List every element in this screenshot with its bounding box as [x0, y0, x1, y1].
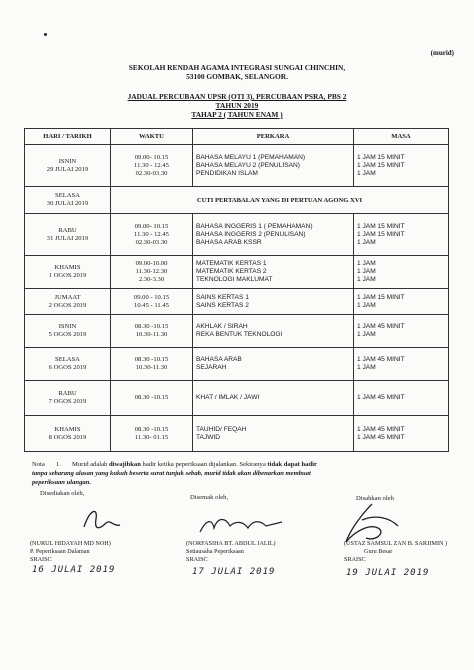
table-row: [25, 145, 449, 187]
duration: 1 JAM 45 MINIT: [357, 356, 405, 363]
subject: AKHLAK / SIRAH: [196, 323, 248, 330]
signature-prepared: [70, 505, 130, 535]
school-address: 53100 GOMBAK, SELANGOR.: [186, 72, 288, 81]
note-line-2: tanpa sebarang alasan yang kukuh beserta surat tunjuk sebab, murid tidak akan dibenarkan membuat: [32, 470, 311, 477]
table-row: [25, 381, 449, 416]
approved-block: [344, 540, 472, 564]
table-row: [25, 214, 449, 256]
time-slot: 11.30- 01.15: [134, 433, 169, 441]
subject: TAJWID: [196, 433, 221, 441]
prepared-org: SRAISC: [30, 556, 52, 563]
day-name: RABU: [58, 390, 77, 397]
duration-cell: [354, 214, 449, 256]
title-line2: TAHUN 2019: [215, 101, 259, 110]
subject: TAUHID/ FEQAH: [196, 425, 247, 433]
day-name: SELASA: [55, 192, 80, 199]
duration: 1 JAM 15 MINIT: [357, 161, 405, 169]
table-row: [25, 315, 449, 348]
subject: SAINS KERTAS 2: [196, 301, 249, 309]
subject-cell: [193, 315, 354, 348]
prepared-block: [30, 540, 170, 564]
subject: BAHASA ARAB: [196, 356, 242, 363]
time-slot: 02.30-03.30: [135, 169, 168, 177]
time-slot: 11.30 - 12.45: [134, 161, 169, 169]
approved-label: Disahkan oleh: [356, 495, 394, 502]
day-date: 30 JULAI 2019: [46, 200, 89, 207]
table-row: [25, 187, 449, 214]
subject: BAHASA MELAYU 1 (PEMAHAMAN): [196, 153, 306, 161]
duration-cell: [354, 315, 449, 348]
time-cell: [111, 381, 193, 416]
subject-cell: [193, 289, 354, 315]
time-cell: [111, 315, 193, 348]
subject: TEKNOLOGI MAKLUMAT: [196, 276, 273, 283]
subject-cell: [193, 214, 354, 256]
title-line1: JADUAL PERCUBAAN UPSR (OTI 3), PERCUBAAN PSRA, PBS 2: [127, 92, 347, 101]
holiday-cell: CUTI PERTABALAN YANG DI PERTUAN AGONG XVI: [111, 187, 449, 214]
subject-cell: [193, 256, 354, 289]
day-date: 1 OGOS 2019: [48, 272, 87, 279]
duration-cell: [354, 256, 449, 289]
signature-checked: [196, 512, 286, 540]
subject: SAINS KERTAS 1: [196, 293, 249, 301]
note-label: Nota: [32, 461, 45, 468]
day-cell: [25, 256, 111, 289]
punch-dot: [44, 33, 47, 36]
day-name: ISNIN: [58, 323, 77, 330]
duration: 1 JAM 15 MINIT: [357, 222, 405, 230]
time-slot: 08.30 -10.15: [134, 356, 169, 363]
day-cell: [25, 348, 111, 381]
checked-role: Setiausaha Peperiksaan: [186, 548, 244, 555]
duration-cell: [354, 145, 449, 187]
time-slot: 10.30-11.30: [135, 364, 168, 371]
time-slot: 02.30-03.30: [135, 238, 168, 246]
duration: 1 JAM 45 MINIT: [357, 394, 405, 401]
approved-date: 19 JULAI 2019: [346, 568, 430, 578]
day-name: KHAMIS: [54, 264, 81, 271]
day-name: SELASA: [55, 356, 80, 363]
subject-cell: [193, 348, 354, 381]
school-name: SEKOLAH RENDAH AGAMA INTEGRASI SUNGAI CHINCHIN,: [128, 63, 346, 72]
duration-cell: [354, 348, 449, 381]
day-name: ISNIN: [58, 157, 77, 165]
subject: REKA BENTUK TEKNOLOGI: [196, 331, 283, 338]
checked-block: [186, 540, 336, 564]
day-name: KHAMIS: [54, 425, 81, 433]
table-row: [25, 416, 449, 452]
note-block: [32, 460, 452, 487]
schedule-table: [24, 128, 449, 452]
duration: 1 JAM 45 MINIT: [357, 323, 405, 330]
day-cell: [25, 315, 111, 348]
table-row: [25, 289, 449, 315]
duration: 1 JAM: [357, 260, 376, 267]
time-slot: 09.00- 10.15: [134, 153, 169, 161]
title-line3: TAHAP 2 ( TAHUN ENAM ): [191, 110, 283, 119]
time-cell: [111, 256, 193, 289]
day-date: 5 OGOS 2019: [48, 331, 87, 338]
day-cell: [25, 145, 111, 187]
note-text: Murid adalah: [72, 461, 108, 468]
subject-cell: [193, 416, 354, 452]
checked-name: (NORFASIHA BT. ABDUL JALIL): [186, 540, 276, 547]
note-line-3: peperiksaan ulangan.: [32, 479, 91, 486]
prepared-date: 16 JULAI 2019: [32, 565, 116, 575]
duration: 1 JAM: [357, 169, 376, 177]
table-row: [25, 348, 449, 381]
duration: 1 JAM: [357, 268, 376, 275]
approved-name: (USTAZ SAMSUL ZAN B. SARJIMIN ): [344, 540, 448, 547]
time-slot: 09.00-10.00: [135, 260, 168, 267]
time-slot: 08.30 -10.15: [134, 394, 169, 401]
subject: BAHASA INGGERIS 1 ( PEMAHAMAN): [196, 222, 313, 230]
time-slot: 10.30-11.30: [135, 331, 168, 338]
subject: KHAT / IMLAK / JAWI: [196, 394, 260, 401]
subject: BAHASA MELAYU 2 (PENULISAN): [196, 161, 300, 169]
day-cell: [25, 381, 111, 416]
duration: 1 JAM 15 MINIT: [357, 293, 405, 301]
duration: 1 JAM: [357, 238, 376, 246]
header-subject: PERKARA: [193, 129, 354, 145]
subject: BAHASA INGGERIS 2 (PENULISAN): [196, 230, 306, 238]
day-date: 8 OGOS 2019: [48, 433, 87, 441]
time-slot: 11.30 - 12.45: [134, 230, 169, 238]
header-day: HARI / TARIKH: [25, 129, 111, 145]
prepared-role: P. Peperiksaan Dalaman: [30, 548, 90, 555]
prepared-label: Disediakan oleh,: [40, 490, 85, 497]
day-cell: [25, 416, 111, 452]
duration: 1 JAM: [357, 276, 376, 283]
time-slot: 09.00- 10.15: [134, 222, 169, 230]
time-slot: 11.30-12.30: [135, 268, 168, 275]
note-text-rest: hadir ketika peperiksaan dijalankan. Sekiranya: [142, 461, 266, 468]
duration: 1 JAM: [357, 331, 376, 338]
time-slot: 08.30 -10.15: [134, 425, 169, 433]
subject: MATEMATIK KERTAS 1: [196, 260, 267, 267]
subject: PENDIDIKAN ISLAM: [196, 169, 258, 177]
day-name: RABU: [58, 226, 77, 234]
subject-cell: [193, 381, 354, 416]
day-cell: [25, 289, 111, 315]
time-cell: [111, 416, 193, 452]
day-date: 7 OGOS 2019: [48, 398, 87, 405]
subject: BAHASA ARAB KSSR: [196, 238, 262, 246]
approved-org: SRAISC: [344, 556, 366, 563]
day-name: JUMAAT: [54, 293, 81, 301]
time-slot: 09.00 - 10.15: [133, 293, 170, 301]
prepared-name: (NURUL HIDAYAH MD NOH): [30, 540, 111, 547]
header-time: WAKTU: [111, 129, 193, 145]
time-cell: [111, 289, 193, 315]
day-cell: [25, 214, 111, 256]
note-number: 1.: [56, 461, 61, 468]
duration-cell: [354, 289, 449, 315]
subject-cell: [193, 145, 354, 187]
header-duration: MASA: [354, 129, 449, 145]
duration: 1 JAM 45 MINIT: [357, 425, 405, 433]
duration: 1 JAM 45 MINIT: [357, 433, 405, 441]
subject: SEJARAH: [196, 364, 227, 371]
day-date: 6 OGOS 2019: [48, 364, 87, 371]
subject: MATEMATIK KERTAS 2: [196, 268, 267, 275]
checked-label: Disemak oleh,: [190, 494, 229, 501]
duration-cell: [354, 416, 449, 452]
time-cell: [111, 145, 193, 187]
note-emphasis: diwajibkan: [109, 461, 141, 468]
time-slot: 10.45 - 11.45: [134, 301, 169, 309]
approved-role: Guru Besar: [364, 548, 393, 555]
day-date: 29 JULAI 2019: [46, 165, 89, 173]
checked-date: 17 JULAI 2019: [192, 567, 276, 577]
table-row: [25, 256, 449, 289]
note-emphasis-2: tidak dapat hadir: [267, 461, 317, 468]
duration: 1 JAM: [357, 301, 376, 309]
time-cell: [111, 214, 193, 256]
time-slot: 08.30 -10.15: [134, 323, 169, 330]
duration: 1 JAM 15 MINIT: [357, 230, 405, 238]
duration: 1 JAM 15 MINIT: [357, 153, 405, 161]
checked-org: SRAISC: [186, 556, 208, 563]
day-cell: [25, 187, 111, 214]
table-header-row: [25, 129, 449, 145]
time-slot: 2.30-3.30: [138, 276, 165, 283]
duration: 1 JAM: [357, 364, 376, 371]
day-date: 2 OGOS 2019: [48, 301, 87, 309]
corner-mark: (murid): [430, 49, 454, 57]
day-date: 31 JULAI 2019: [46, 234, 89, 242]
time-cell: [111, 348, 193, 381]
duration-cell: [354, 381, 449, 416]
